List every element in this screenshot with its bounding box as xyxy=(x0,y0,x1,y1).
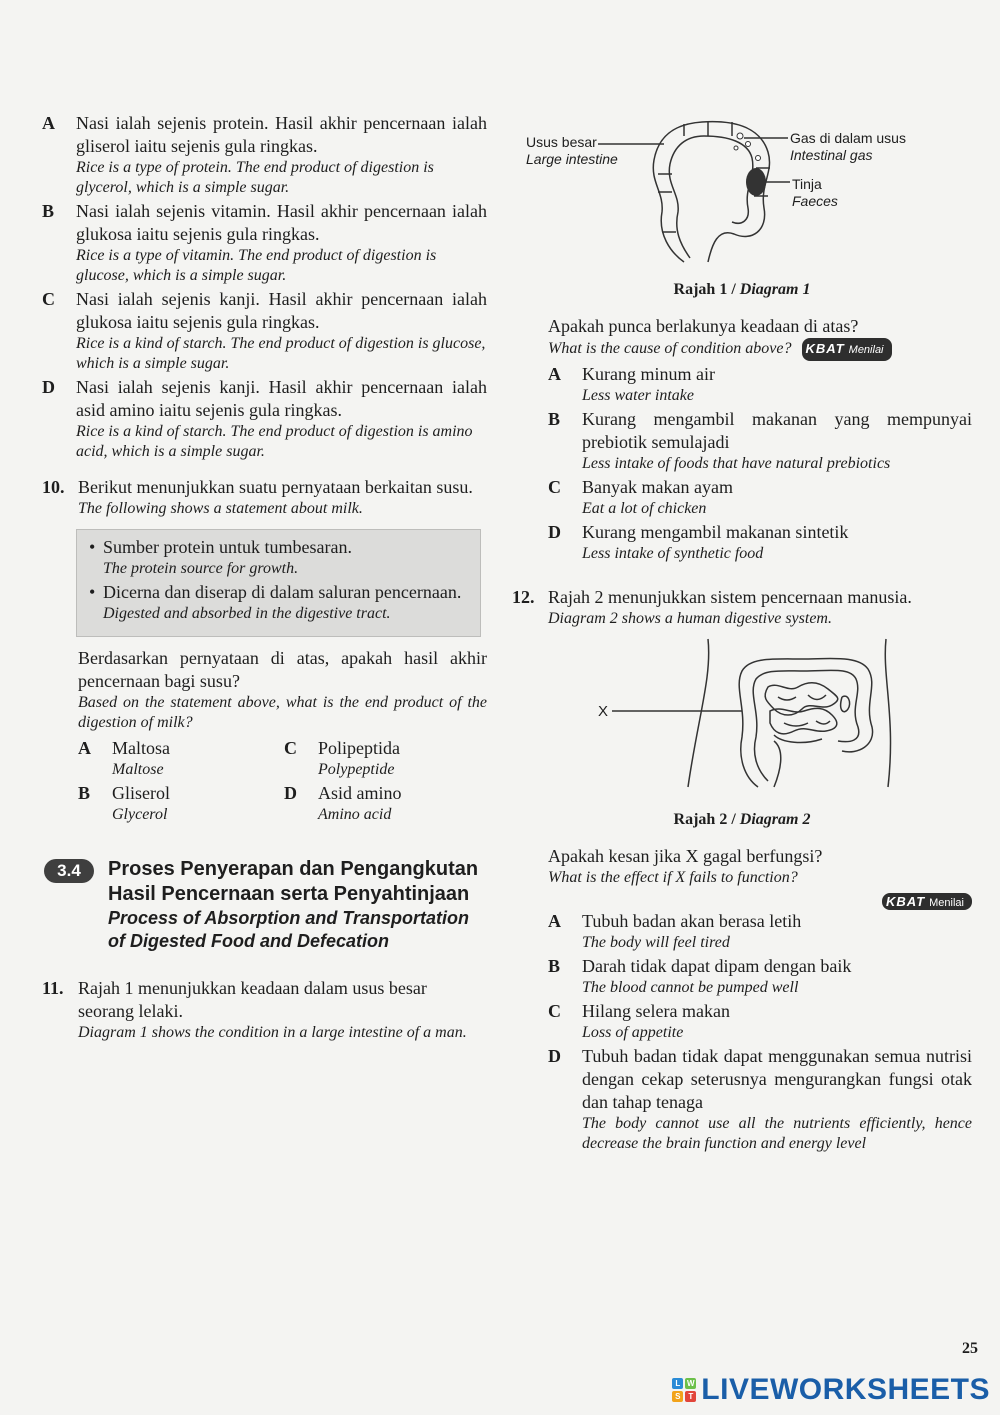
option-letter: D xyxy=(284,783,297,803)
option-text-en: Rice is a type of protein. The end product of digestion is glycerol, which is a simple sugar. xyxy=(76,159,434,196)
kbat-row xyxy=(548,892,972,910)
option-text-ms: Tubuh badan akan berasa letih xyxy=(582,911,802,931)
option-text-ms: Banyak makan ayam xyxy=(582,477,733,497)
q11-options xyxy=(548,363,972,564)
question-text-en-value: What is the cause of condition above? xyxy=(548,340,792,358)
option-text-en: Glycerol xyxy=(112,806,168,823)
question-text-ms: Apakah punca berlakunya keadaan di atas? xyxy=(548,316,859,336)
q12-options xyxy=(548,910,972,1154)
digestive-system-illustration xyxy=(512,637,972,807)
q12-question xyxy=(512,845,972,1154)
q9-option-d[interactable] xyxy=(42,376,487,462)
option-letter: A xyxy=(548,911,561,931)
caption-en: Diagram 1 xyxy=(739,281,811,298)
q12-option-d[interactable] xyxy=(548,1045,972,1154)
question-text-en xyxy=(548,338,972,361)
q11-option-b[interactable] xyxy=(548,408,972,474)
option-text-ms: Hilang selera makan xyxy=(582,1001,730,1021)
liveworksheets-logo[interactable] xyxy=(672,1373,990,1407)
q9-option-c[interactable] xyxy=(42,288,487,374)
question-stem-ms: Berikut menunjukkan suatu pernyataan berkaitan susu. xyxy=(78,477,473,497)
option-text-ms: Darah tidak dapat dipam dengan baik xyxy=(582,956,852,976)
option-text-en: Less intake of foods that have natural prebiotics xyxy=(582,455,891,472)
label-ms: Usus besar xyxy=(526,134,597,150)
option-letter: C xyxy=(548,1001,561,1021)
bullet-text-ms: • Dicerna dan diserap di dalam saluran pencernaan. xyxy=(103,582,462,602)
section-badge: 3.4 xyxy=(44,859,94,883)
option-letter: D xyxy=(42,377,55,397)
statement-bullet xyxy=(89,581,470,624)
option-letter: C xyxy=(284,738,297,758)
option-text-ms: Kurang mengambil makanan yang mempunyai prebiotik semulajadi xyxy=(582,409,972,452)
section-heading xyxy=(42,857,487,953)
option-text-en: Rice is a type of vitamin. The end product of digestion is glucose, which is a simple sugar. xyxy=(76,247,437,284)
kbat-level: Menilai xyxy=(848,344,884,356)
diagram-2-caption xyxy=(512,811,972,829)
option-text-en: Less water intake xyxy=(582,387,694,404)
option-letter: B xyxy=(548,956,561,976)
page-number: 25 xyxy=(962,1340,978,1357)
caption-ms: Rajah 1 / xyxy=(673,281,736,298)
option-text-en: Rice is a kind of starch. The end product of digestion is amino acid, which is a simple sugar. xyxy=(76,423,473,460)
label-en: Intestinal gas xyxy=(790,147,873,163)
question-stem-en: The following shows a statement about milk. xyxy=(78,500,363,517)
option-letter: B xyxy=(548,409,561,429)
question-text-ms: Berdasarkan pernyataan di atas, apakah hasil akhir pencernaan bagi susu? xyxy=(78,648,487,691)
option-text-ms: Gliserol xyxy=(112,783,170,803)
option-letter: B xyxy=(42,201,55,221)
diagram-1-caption xyxy=(512,281,972,299)
question-10 xyxy=(42,476,487,519)
question-11 xyxy=(42,977,487,1043)
option-text-en: Rice is a kind of starch. The end product of digestion is glucose, which is a simple sugar. xyxy=(76,335,486,372)
option-text-ms: Kurang minum air xyxy=(582,364,715,384)
option-text-en: Eat a lot of chicken xyxy=(582,500,707,517)
option-letter: D xyxy=(548,522,561,542)
option-text-ms: Nasi ialah sejenis kanji. Hasil akhir pencernaan ialah asid amino iaitu sejenis gula ringkas. xyxy=(76,377,487,420)
section-title-ms: Proses Penyerapan dan Pengangkutan Hasil Pencernaan serta Penyahtinjaan xyxy=(108,858,479,905)
option-text-en: Less intake of synthetic food xyxy=(582,545,764,562)
brand-text: LIVEWORKSHEETS xyxy=(701,1373,990,1406)
label-x: X xyxy=(598,703,609,720)
option-letter: D xyxy=(548,1046,561,1066)
option-text-ms: Nasi ialah sejenis protein. Hasil akhir pencernaan ialah gliserol iaitu sejenis gula ringkas. xyxy=(76,113,487,156)
logo-cell: L xyxy=(672,1378,683,1389)
caption-ms: Rajah 2 / xyxy=(673,811,736,828)
bullet-text-ms: • Sumber protein untuk tumbesaran. xyxy=(103,537,352,557)
option-text-en: Maltose xyxy=(112,761,164,778)
question-text-en: Based on the statement above, what is the end product of the digestion of milk? xyxy=(78,694,487,731)
question-stem-en: Diagram 2 shows a human digestive system. xyxy=(548,610,832,627)
left-column xyxy=(42,112,487,1043)
statement-bullet xyxy=(89,536,470,579)
q9-option-b[interactable] xyxy=(42,200,487,286)
q10-question xyxy=(42,647,487,827)
q11-option-d[interactable] xyxy=(548,521,972,564)
kbat-tag: KBAT xyxy=(886,893,926,909)
bullet-text-en: The protein source for growth. xyxy=(103,560,299,577)
question-stem-ms: Rajah 2 menunjukkan sistem pencernaan manusia. xyxy=(548,587,912,607)
option-text-en: Polypeptide xyxy=(318,761,395,778)
kbat-badge xyxy=(882,893,972,910)
label-en: Faeces xyxy=(792,193,838,209)
option-text-ms: Asid amino xyxy=(318,783,402,803)
option-text-en: The body will feel tired xyxy=(582,934,730,951)
option-text-ms: Maltosa xyxy=(112,738,170,758)
logo-grid-icon xyxy=(672,1378,696,1402)
kbat-badge xyxy=(802,338,892,361)
option-letter: A xyxy=(78,738,91,758)
diagram-2 xyxy=(512,637,972,807)
kbat-tag: KBAT xyxy=(805,341,845,356)
q11-option-a[interactable] xyxy=(548,363,972,406)
logo-cell: T xyxy=(685,1391,696,1402)
question-text-ms: Apakah kesan jika X gagal berfungsi? xyxy=(548,846,823,866)
option-text-en: The blood cannot be pumped well xyxy=(582,979,799,996)
q12-option-b[interactable] xyxy=(548,955,972,998)
q12-option-c[interactable] xyxy=(548,1000,972,1043)
question-number: 11. xyxy=(42,978,64,998)
label-ms: Tinja xyxy=(792,176,822,192)
question-number: 10. xyxy=(42,477,65,497)
q10-options xyxy=(78,737,487,827)
option-letter: B xyxy=(78,783,91,803)
section-title-en: Process of Absorption and Transportation of Digested Food and Defecation xyxy=(108,908,470,951)
option-letter: C xyxy=(548,477,561,497)
logo-cell: S xyxy=(672,1391,683,1402)
option-text-ms: Polipeptida xyxy=(318,738,400,758)
option-text-ms: Nasi ialah sejenis vitamin. Hasil akhir pencernaan ialah glukosa iaitu sejenis gula ringkas. xyxy=(76,201,487,244)
logo-cell: W xyxy=(687,1379,695,1388)
option-letter: A xyxy=(42,113,55,133)
q9-option-a[interactable] xyxy=(42,112,487,198)
question-number: 12. xyxy=(512,587,535,607)
question-stem-en: Diagram 1 shows the condition in a large intestine of a man. xyxy=(78,1024,467,1041)
label-en: Large intestine xyxy=(526,151,618,167)
option-text-ms: Nasi ialah sejenis kanji. Hasil akhir pencernaan ialah glukosa iaitu sejenis gula ringkas. xyxy=(76,289,487,332)
option-letter: A xyxy=(548,364,561,384)
question-text-en: What is the effect if X fails to function? xyxy=(548,869,798,886)
caption-en: Diagram 2 xyxy=(739,811,811,828)
label-ms: Gas di dalam usus xyxy=(790,130,906,146)
diagram-1 xyxy=(512,112,972,277)
option-text-ms: Tubuh badan tidak dapat menggunakan semua nutrisi dengan cekap seterusnya mengurangkan fungsi otak dan tahap tenaga xyxy=(582,1046,972,1112)
question-stem-ms: Rajah 1 menunjukkan keadaan dalam usus besar seorang lelaki. xyxy=(78,978,427,1021)
q10-option-d[interactable] xyxy=(284,782,484,825)
statement-box xyxy=(76,529,481,637)
bullet-text-en: Digested and absorbed in the digestive tract. xyxy=(103,605,391,622)
option-letter: C xyxy=(42,289,55,309)
right-column xyxy=(512,112,972,1156)
q9-options xyxy=(42,112,487,462)
large-intestine-illustration xyxy=(512,112,972,277)
question-12 xyxy=(512,586,972,629)
q11-question xyxy=(512,315,972,564)
option-text-en: Loss of appetite xyxy=(582,1024,684,1041)
q11-option-c[interactable] xyxy=(548,476,972,519)
q10-option-b[interactable] xyxy=(78,782,284,825)
option-text-en: The body cannot use all the nutrients efficiently, hence decrease the brain function and energy level xyxy=(582,1115,972,1152)
option-text-ms: Kurang mengambil makanan sintetik xyxy=(582,522,849,542)
option-text-en: Amino acid xyxy=(318,806,392,823)
q12-option-a[interactable] xyxy=(548,910,972,953)
q10-option-c[interactable] xyxy=(284,737,484,780)
kbat-level: Menilai xyxy=(929,896,964,909)
q10-option-a[interactable] xyxy=(78,737,284,780)
